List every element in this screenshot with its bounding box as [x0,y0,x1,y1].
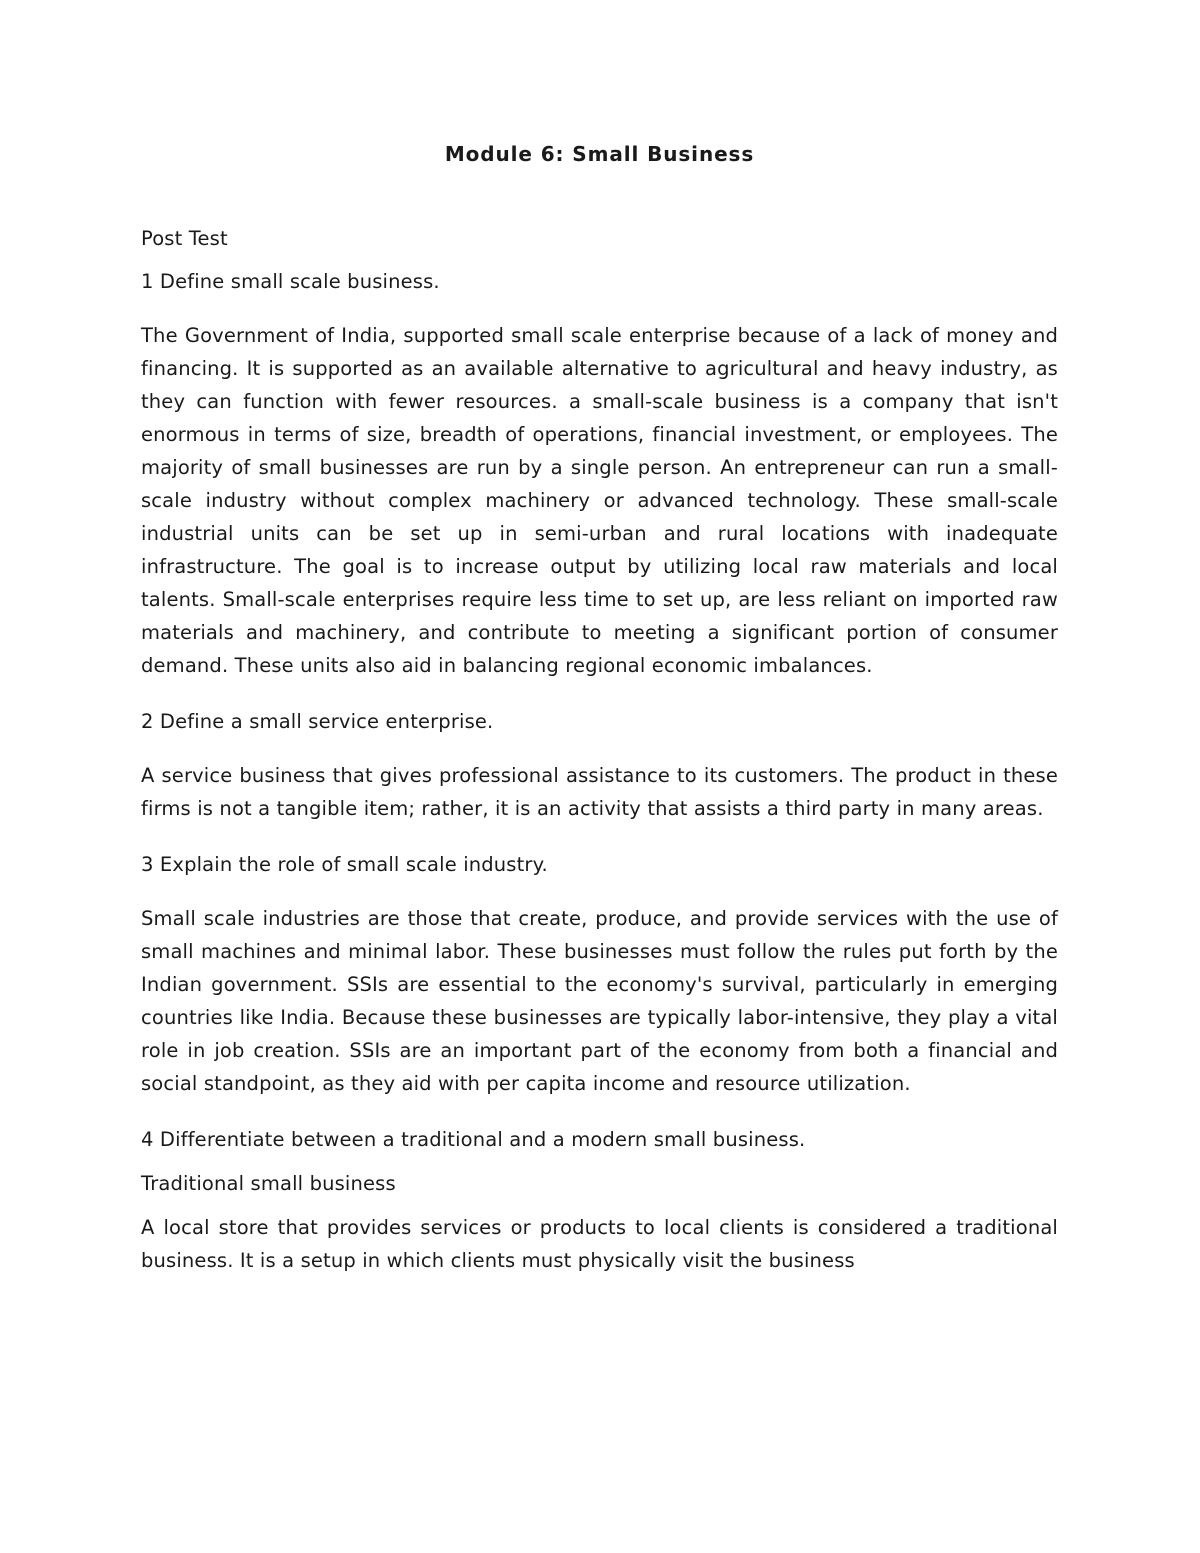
question-2: 2 Define a small service enterprise. [141,710,494,733]
answer-3: Small scale industries are those that create, produce, and provide services with the use of small machines and minimal labor. These businesses must follow the rules put forth by the Indian government. SSIs are essential to the economy's survival, particularly in emerging countries like India. Because these businesses are typically labor-intensive, they play a vital role in job creation. SSIs are an important part of the economy from both a financial and social standpoint, as they aid with per capita income and resource utilization. [141,907,1058,1095]
document-title: Module 6: Small Business [444,142,755,166]
document-page [141,138,1058,1277]
section-heading: Post Test [141,227,228,250]
question-4: 4 Differentiate between a traditional and a modern small business. [141,1128,806,1151]
answer-1: The Government of India, supported small scale enterprise because of a lack of money and financing. It is supported as an available alternative to agricultural and heavy industry, as they can function with fewer resources. a small-scale business is a company that isn't enormous in terms of size, breadth of operations, financial investment, or employees. The majority of small businesses are run by a single person. An entrepreneur can run a small-scale industry without complex machinery or advanced technology. These small-scale industrial units can be set up in semi-urban and rural locations with inadequate infrastructure. The goal is to increase output by utilizing local raw materials and local talents. Small-scale enterprises require less time to set up, are less reliant on imported raw materials and machinery, and contribute to meeting a significant portion of consumer demand. These units also aid in balancing regional economic imbalances. [141,324,1058,677]
answer-2: A service business that gives professional assistance to its customers. The product in these firms is not a tangible item; rather, it is an activity that assists a third party in many areas. [141,764,1058,820]
subheading-traditional: Traditional small business [141,1172,396,1195]
question-1: 1 Define small scale business. [141,270,440,293]
question-3: 3 Explain the role of small scale industry. [141,853,548,876]
answer-4: A local store that provides services or products to local clients is considered a traditional business. It is a setup in which clients must physically visit the business [141,1216,1058,1272]
